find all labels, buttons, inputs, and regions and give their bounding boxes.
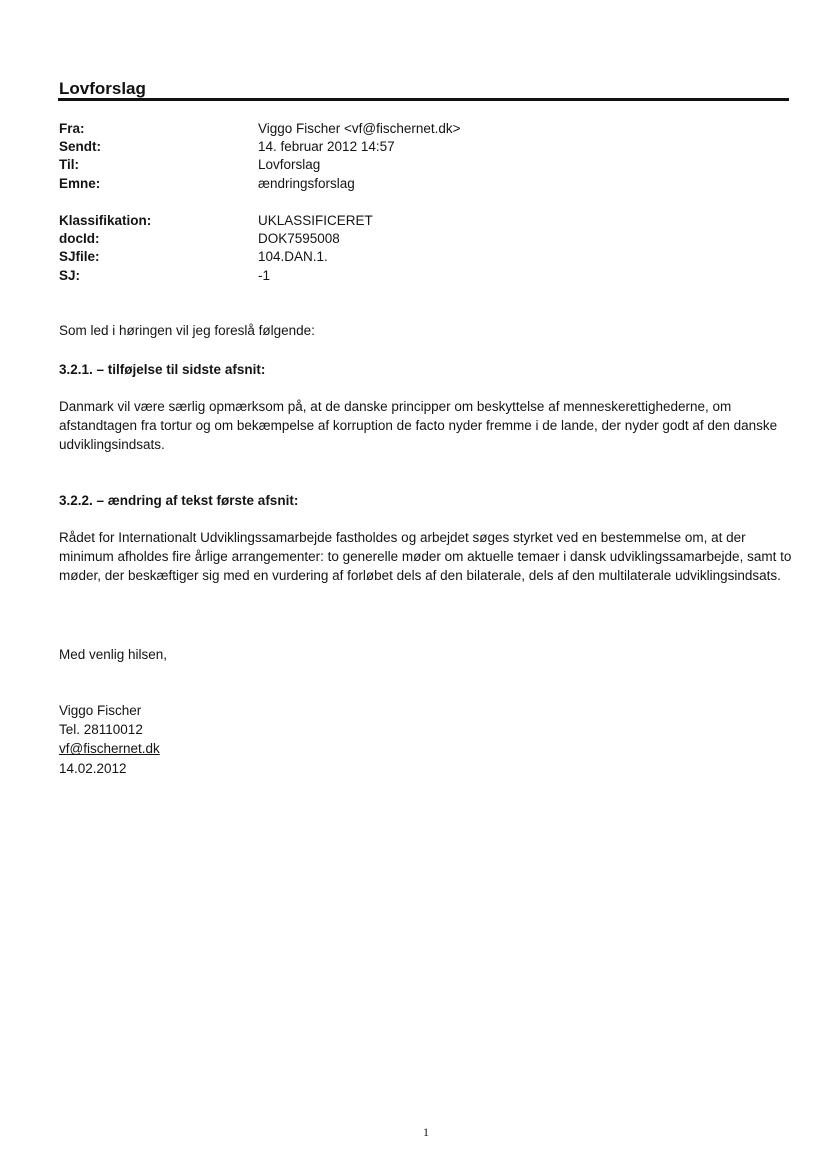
sjfile-row: [59, 248, 759, 266]
subject-label: Emne:: [59, 175, 101, 191]
sent-label: Sendt:: [59, 139, 101, 155]
section2-heading: 3.2.2. – ændring af tekst første afsnit:: [59, 493, 299, 508]
from-value: Viggo Fischer <vf@fischernet.dk>: [258, 120, 461, 136]
signature-email-link[interactable]: vf@fischernet.dk: [59, 741, 160, 757]
docid-row: [59, 229, 759, 247]
signature-block: [59, 701, 794, 778]
section1-heading: 3.2.1. – tilføjelse til sidste afsnit:: [59, 362, 266, 377]
docid-label: docId:: [59, 231, 100, 247]
classification-fields: [59, 211, 759, 285]
docid-value: DOK7595008: [258, 231, 340, 247]
from-label: Fra:: [59, 120, 85, 136]
sj-label: SJ:: [59, 267, 81, 283]
classification-label: Klassifikation:: [59, 212, 152, 228]
sj-row: [59, 266, 759, 284]
sent-value: 14. februar 2012 14:57: [258, 139, 395, 155]
to-value: Lovforslag: [258, 157, 321, 173]
signature-name: Viggo Fischer: [59, 703, 142, 718]
section2-paragraph: Rådet for Internationalt Udviklingssamarbejde fastholdes og arbejdet søges styrket ved en bestemmelse om, at der minimum afholdes fire årlige arrangementer: to generelle møder om aktuelle temaer i dansk udviklingssamarbejde, samt to møder, der beskæftiger sig med en vurdering af forløbet dels af den bilaterale, dels af den multilaterale udviklingsindsats.: [59, 530, 792, 584]
intro-paragraph: Som led i høringen vil jeg foreslå følgende:: [59, 323, 315, 338]
classification-row: [59, 211, 759, 229]
signature-phone: Tel. 28110012: [59, 722, 143, 738]
signature-date: 14.02.2012: [59, 760, 127, 776]
email-header-fields: [59, 119, 759, 193]
sj-value: -1: [258, 267, 271, 283]
header-row-to: [59, 156, 759, 174]
section1-paragraph: Danmark vil være særlig opmærksom på, at de danske principper om beskyttelse af menneskerettighederne, om afstandtagen fra tortur og om bekæmpelse af korruption de facto nyder fremme i de lande, der nyder godt af den danske udviklingsindsats.: [59, 399, 778, 453]
subject-value: ændringsforslag: [258, 175, 355, 191]
sjfile-value: 104.DAN.1.: [258, 249, 328, 265]
header-row-from: [59, 119, 759, 137]
document-title: Lovforslag: [59, 79, 146, 98]
header-row-sent: [59, 137, 759, 155]
to-label: Til:: [59, 157, 79, 173]
title-divider: [58, 98, 789, 101]
header-row-subject: [59, 174, 759, 192]
page-number: 1: [423, 1125, 429, 1139]
sjfile-label: SJfile:: [59, 249, 100, 265]
classification-value: UKLASSIFICERET: [258, 212, 373, 228]
closing-greeting: Med venlig hilsen,: [59, 647, 168, 662]
